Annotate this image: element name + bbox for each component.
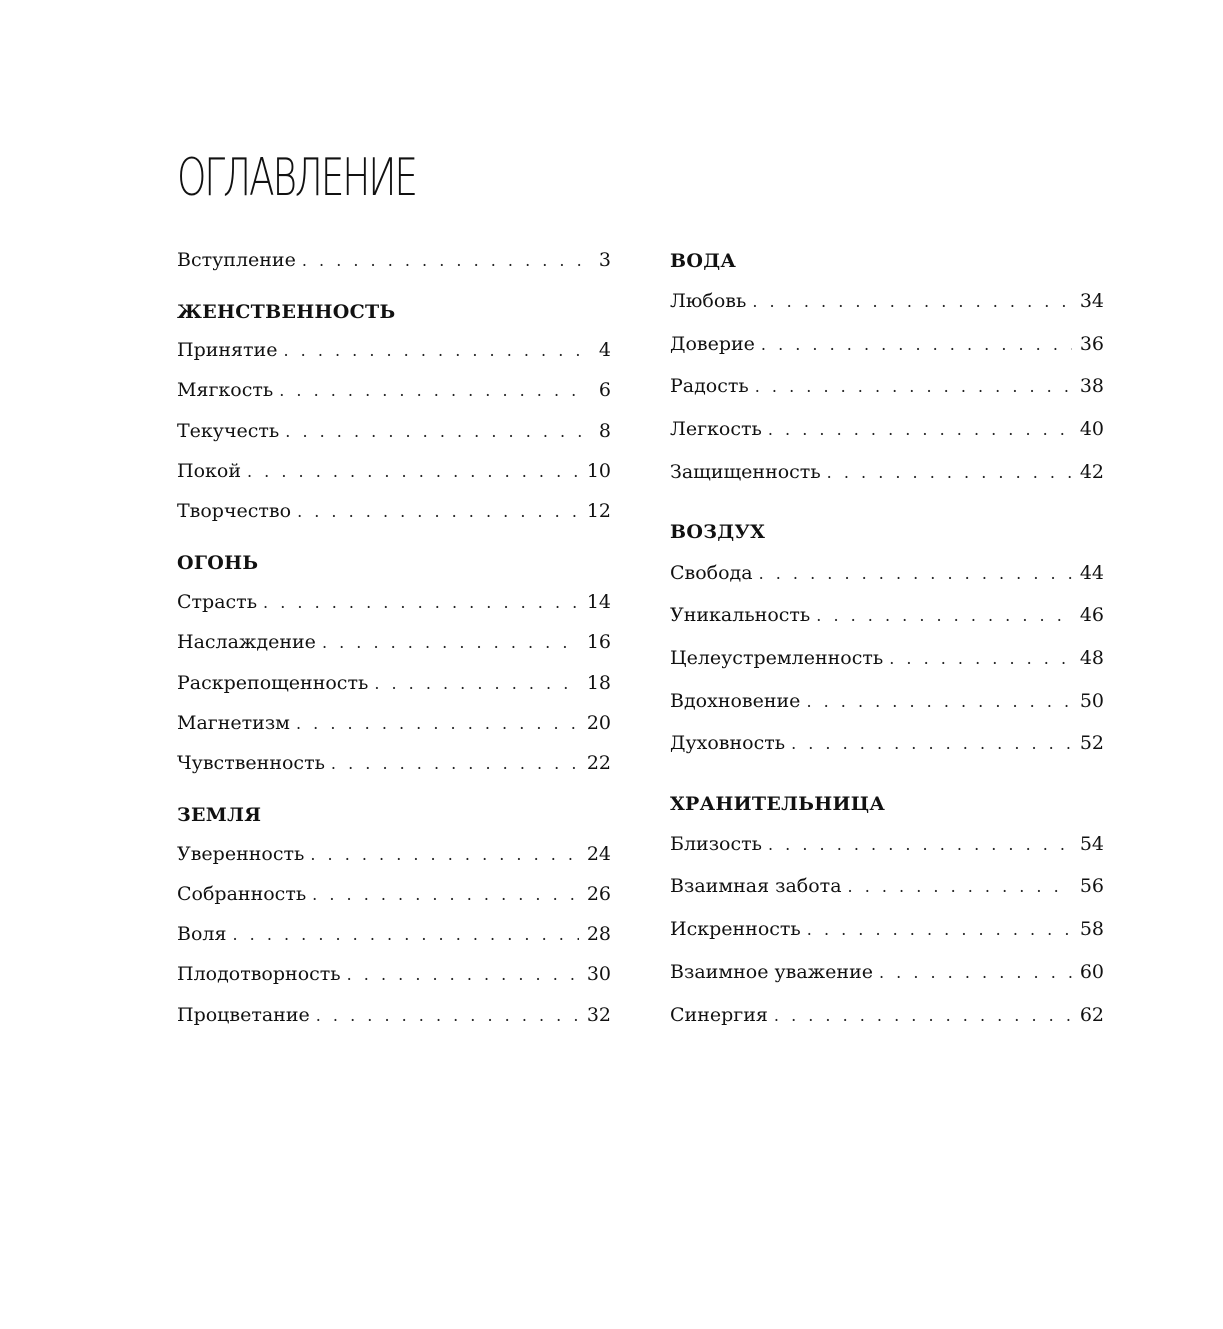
toc-entry-page: 50 — [1079, 690, 1104, 712]
section-heading-earth: ЗЕМЛЯ — [177, 804, 262, 826]
toc-entry[interactable] — [670, 287, 1104, 315]
toc-entry[interactable] — [177, 709, 611, 737]
toc-entry-label: Взаимная забота — [670, 875, 842, 897]
leader-dots — [848, 873, 1072, 901]
toc-entry-label: Плодотворность — [177, 963, 341, 985]
toc-entry-label: Легкость — [670, 418, 762, 440]
toc-entry-page: 26 — [586, 883, 611, 905]
toc-entry-label: Принятие — [177, 339, 278, 361]
toc-entry-page: 56 — [1079, 875, 1104, 897]
toc-entry-page: 30 — [586, 963, 611, 985]
leader-dots — [774, 1002, 1072, 1030]
toc-entry[interactable] — [177, 960, 611, 988]
toc-entry-page: 14 — [586, 591, 611, 613]
toc-entry-page: 20 — [586, 712, 611, 734]
toc-entry-page: 44 — [1079, 562, 1104, 584]
toc-entry-page: 54 — [1079, 833, 1104, 855]
toc-entry-label: Доверие — [670, 333, 755, 355]
leader-dots — [285, 418, 585, 446]
toc-entry-page: 18 — [586, 672, 611, 694]
toc-entry-label: Раскрепощенность — [177, 672, 369, 694]
toc-entry-label: Чувственность — [177, 752, 325, 774]
section-heading-water: ВОДА — [670, 250, 737, 272]
toc-entry-label: Мягкость — [177, 379, 274, 401]
toc-entry[interactable] — [670, 415, 1104, 443]
toc-entry[interactable] — [670, 559, 1104, 587]
toc-entry-page: 6 — [598, 379, 611, 401]
toc-entry-label: Уверенность — [177, 843, 305, 865]
leader-dots — [247, 458, 579, 486]
leader-dots — [374, 670, 579, 698]
toc-entry-label: Любовь — [670, 290, 747, 312]
toc-entry-page: 36 — [1079, 333, 1104, 355]
leader-dots — [761, 331, 1072, 359]
leader-dots — [310, 841, 578, 869]
toc-entry-label: Магнетизм — [177, 712, 290, 734]
leader-dots — [312, 881, 579, 909]
toc-entry-label: Собранность — [177, 883, 307, 905]
toc-entry-page: 38 — [1079, 375, 1104, 397]
toc-entry-label: Радость — [670, 375, 749, 397]
toc-entry-page: 16 — [586, 631, 611, 653]
leader-dots — [331, 750, 579, 778]
toc-entry[interactable] — [670, 958, 1104, 986]
toc-entry[interactable] — [670, 687, 1104, 715]
toc-entry-page: 28 — [586, 923, 611, 945]
leader-dots — [263, 589, 579, 617]
toc-entry-label: Страсть — [177, 591, 258, 613]
toc-entry-label: Целеустремленность — [670, 647, 884, 669]
leader-dots — [297, 498, 579, 526]
toc-entry-label: Взаимное уважение — [670, 961, 873, 983]
section-heading-air: ВОЗДУХ — [670, 521, 766, 543]
toc-entry-label: Уникальность — [670, 604, 811, 626]
leader-dots — [759, 560, 1072, 588]
toc-entry-label: Свобода — [670, 562, 753, 584]
toc-entry[interactable] — [670, 830, 1104, 858]
toc-entry-page: 60 — [1079, 961, 1104, 983]
leader-dots — [279, 377, 585, 405]
toc-entry[interactable] — [670, 601, 1104, 629]
toc-entry-page: 58 — [1079, 918, 1104, 940]
leader-dots — [768, 416, 1072, 444]
toc-entry-page: 62 — [1079, 1004, 1104, 1026]
toc-entry-label: Воля — [177, 923, 227, 945]
toc-entry-page: 32 — [586, 1004, 611, 1026]
toc-entry[interactable] — [670, 1001, 1104, 1029]
toc-entry-label: Вступление — [177, 249, 296, 271]
section-heading-femininity: ЖЕНСТВЕННОСТЬ — [177, 301, 396, 323]
toc-entry-label: Близость — [670, 833, 762, 855]
leader-dots — [807, 916, 1072, 944]
leader-dots — [827, 459, 1072, 487]
toc-entry[interactable] — [177, 417, 611, 445]
toc-entry[interactable] — [177, 336, 611, 364]
toc-entry-page: 10 — [586, 460, 611, 482]
leader-dots — [302, 247, 585, 275]
toc-entry-page: 48 — [1079, 647, 1104, 669]
leader-dots — [889, 645, 1072, 673]
toc-entry-page: 40 — [1079, 418, 1104, 440]
leader-dots — [752, 288, 1071, 316]
leader-dots — [296, 710, 579, 738]
toc-entry[interactable] — [177, 880, 611, 908]
toc-entry-page: 12 — [586, 500, 611, 522]
leader-dots — [316, 1002, 579, 1030]
toc-entry-label: Творчество — [177, 500, 292, 522]
toc-entry-label: Наслаждение — [177, 631, 316, 653]
toc-entry[interactable] — [177, 1001, 611, 1029]
section-heading-keeper: ХРАНИТЕЛЬНИЦА — [670, 793, 886, 815]
toc-entry-page: 8 — [598, 420, 611, 442]
toc-entry-label: Вдохновение — [670, 690, 801, 712]
toc-entry-page: 52 — [1079, 732, 1104, 754]
toc-entry[interactable] — [177, 497, 611, 525]
toc-entry[interactable] — [177, 669, 611, 697]
toc-entry[interactable] — [670, 915, 1104, 943]
leader-dots — [879, 959, 1072, 987]
toc-entry-label: Покой — [177, 460, 241, 482]
toc-entry-page: 24 — [586, 843, 611, 865]
page-title: ОГЛАВЛЕНИЕ — [177, 148, 416, 208]
toc-entry-label: Процветание — [177, 1004, 310, 1026]
toc-entry[interactable] — [177, 628, 611, 656]
toc-entry[interactable] — [177, 840, 611, 868]
toc-entry[interactable] — [177, 749, 611, 777]
toc-entry[interactable] — [670, 729, 1104, 757]
toc-entry[interactable] — [670, 644, 1104, 672]
leader-dots — [347, 961, 579, 989]
toc-entry[interactable] — [177, 920, 611, 948]
toc-entry-page: 3 — [598, 249, 611, 271]
toc-entry-label: Текучесть — [177, 420, 280, 442]
toc-entry-page: 46 — [1079, 604, 1104, 626]
leader-dots — [791, 730, 1072, 758]
toc-entry-label: Защищенность — [670, 461, 821, 483]
toc-entry[interactable] — [670, 372, 1104, 400]
leader-dots — [816, 602, 1072, 630]
toc-entry[interactable] — [670, 330, 1104, 358]
toc-entry-label: Синергия — [670, 1004, 768, 1026]
toc-entry[interactable] — [177, 376, 611, 404]
toc-entry-label: Искренность — [670, 918, 801, 940]
toc-entry-page: 42 — [1079, 461, 1104, 483]
leader-dots — [755, 373, 1072, 401]
leader-dots — [768, 831, 1072, 859]
toc-entry[interactable] — [177, 588, 611, 616]
leader-dots — [232, 921, 578, 949]
leader-dots — [322, 629, 579, 657]
toc-entry-page: 22 — [586, 752, 611, 774]
toc-entry-page: 34 — [1079, 290, 1104, 312]
toc-entry-page: 4 — [598, 339, 611, 361]
leader-dots — [806, 688, 1071, 716]
toc-entry[interactable] — [670, 458, 1104, 486]
toc-entry[interactable] — [670, 872, 1104, 900]
toc-entry[interactable] — [177, 457, 611, 485]
toc-entry-label: Духовность — [670, 732, 786, 754]
leader-dots — [283, 337, 585, 365]
section-heading-fire: ОГОНЬ — [177, 552, 259, 574]
toc-entry-intro[interactable] — [177, 246, 611, 274]
